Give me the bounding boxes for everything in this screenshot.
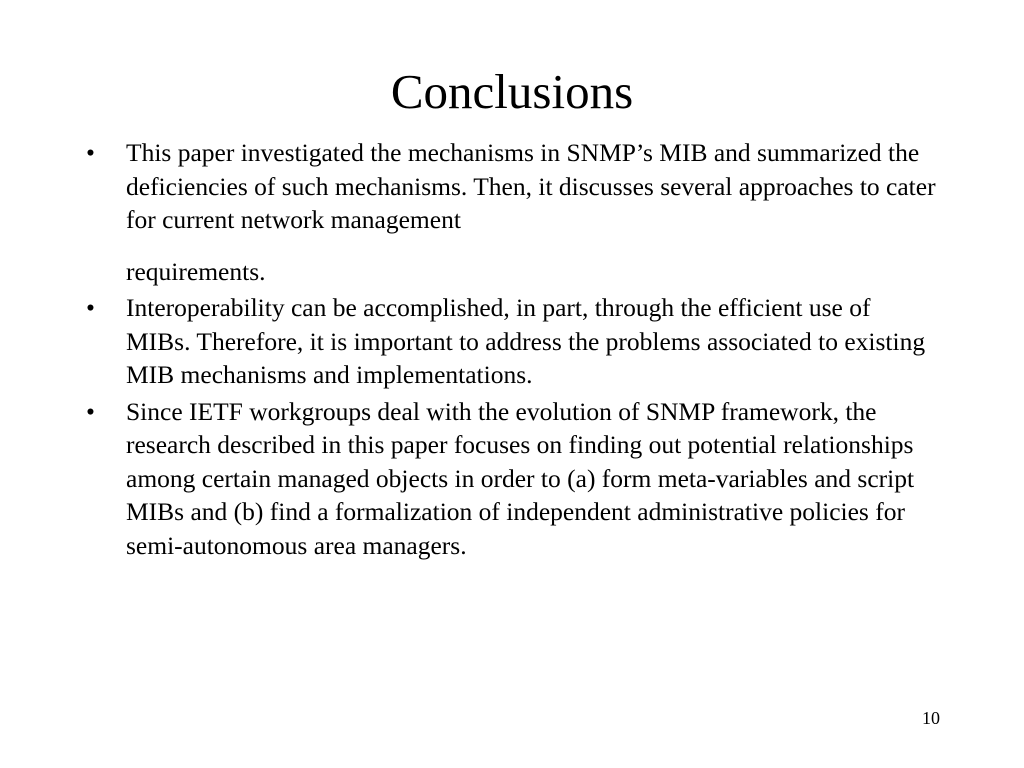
page-number: 10: [922, 708, 940, 728]
bullet-item: [0, 136, 941, 288]
bullet-text-continuation: requirements.: [126, 256, 266, 286]
bullet-icon: •: [86, 293, 95, 322]
bullet-item: [0, 395, 941, 563]
bullet-item: [0, 291, 941, 392]
bullet-icon: •: [86, 396, 95, 426]
bullet-icon: •: [86, 138, 95, 167]
slide-title: Conclusions: [390, 64, 634, 119]
bullet-list: [0, 136, 1024, 565]
bullet-text: This paper investigated the mechanisms in SNMP’s MIB and summarized the deficiencies of such mechanisms. Then, it discusses several approaches to cater for current network management: [126, 138, 936, 234]
bullet-text: Since IETF workgroups deal with the evolution of SNMP framework, the research described in this paper focuses on finding out potential relationships among certain managed objects in order to (a) form meta-variables and script MIBs and (b) find a formalization of independent administrative policies for semi-autonomous area managers.: [126, 396, 915, 560]
bullet-text: Interoperability can be accomplished, in part, through the efficient use of MIBs. Therefore, it is important to address the problems associated to existing MIB mechanisms and implementations.: [126, 293, 926, 389]
